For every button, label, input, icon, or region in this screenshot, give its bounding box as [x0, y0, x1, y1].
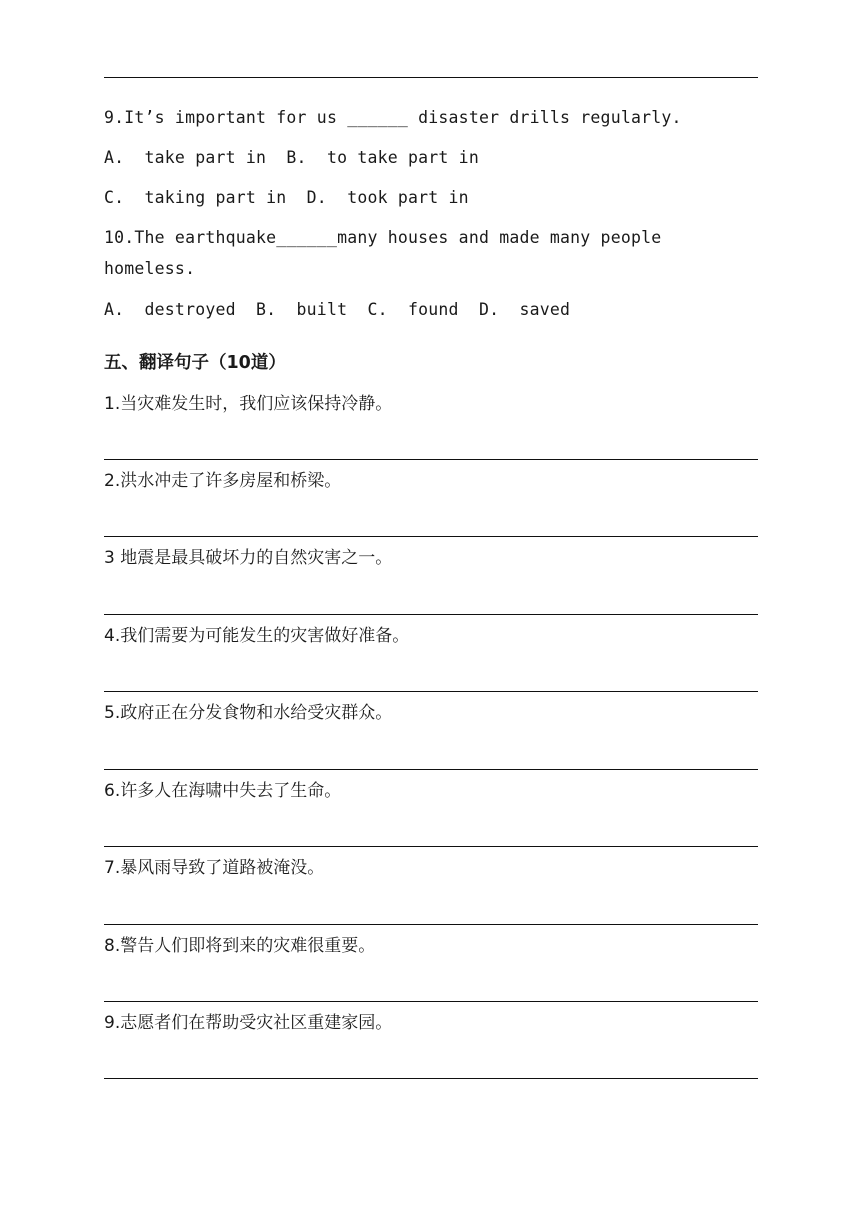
answer-line-2 [104, 536, 758, 537]
translation-item-5: 5.政府正在分发食物和水给受灾群众。 [104, 703, 393, 723]
question-10-options: A. destroyed B. built C. found D. saved [104, 300, 571, 319]
translation-item-1: 1.当灾难发生时，我们应该保持冷静。 [104, 394, 393, 414]
answer-line-3 [104, 614, 758, 615]
answer-line-9 [104, 1078, 758, 1079]
top-rule [104, 77, 758, 78]
translation-item-4: 4.我们需要为可能发生的灾害做好准备。 [104, 626, 410, 646]
translation-item-3: 3 地震是最具破坏力的自然灾害之一。 [104, 548, 393, 568]
question-9-options-ab: A. take part in B. to take part in [104, 148, 479, 167]
section-heading: 五、翻译句子（10道） [104, 353, 286, 373]
translation-item-2: 2.洪水冲走了许多房屋和桥梁。 [104, 471, 342, 491]
translation-item-8: 8.警告人们即将到来的灾难很重要。 [104, 936, 376, 956]
translation-item-6: 6.许多人在海啸中失去了生命。 [104, 781, 342, 801]
answer-line-4 [104, 691, 758, 692]
answer-line-8 [104, 1001, 758, 1002]
question-9-options-cd: C. taking part in D. took part in [104, 188, 469, 207]
answer-line-1 [104, 459, 758, 460]
question-10-stem: 10.The earthquake______many houses and made many people homeless. [104, 228, 672, 278]
answer-line-7 [104, 924, 758, 925]
translation-item-9: 9.志愿者们在帮助受灾社区重建家园。 [104, 1013, 393, 1033]
question-9-stem: 9.It’s important for us ______ disaster drills regularly. [104, 108, 682, 127]
answer-line-5 [104, 769, 758, 770]
translation-item-7: 7.暴风雨导致了道路被淹没。 [104, 858, 325, 878]
answer-line-6 [104, 846, 758, 847]
